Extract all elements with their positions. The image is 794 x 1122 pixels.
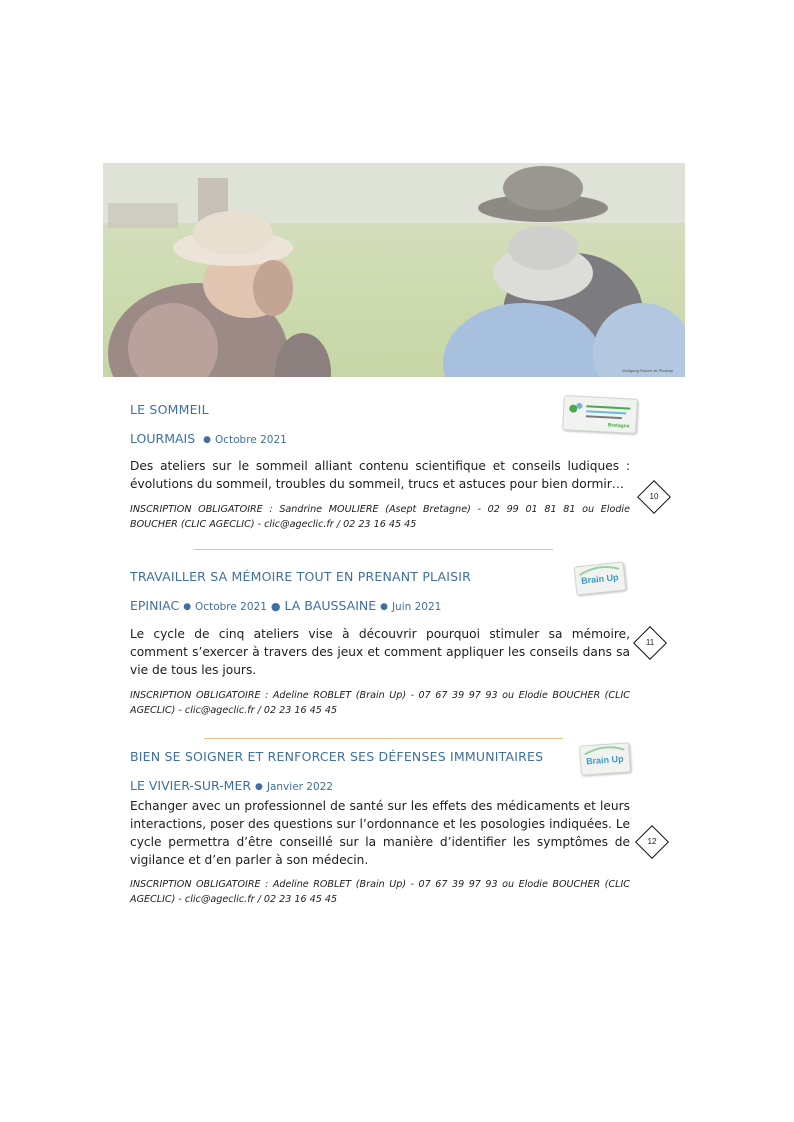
- session-date: Octobre 2021: [195, 601, 267, 613]
- section-divider: [194, 549, 553, 550]
- session-date: Octobre 2021: [214, 434, 287, 446]
- page-number: 11: [645, 638, 655, 647]
- page-number: 10: [649, 492, 659, 501]
- bullet-dot-icon: ●: [255, 782, 263, 792]
- section-soigner: [130, 749, 630, 907]
- section-divider: [204, 738, 563, 739]
- logo-text: Bretagne: [607, 422, 630, 430]
- section-location-line: [130, 431, 630, 446]
- section-description: Le cycle de cinq ateliers vise à découvrir pourquoi stimuler sa mémoire, comment s’exercer à travers des jeux et comment appliquer les conseils dans sa vie de tous les jours.: [130, 627, 630, 677]
- section-description: Echanger avec un professionnel de santé sur les effets des médicaments et leurs interactions, poser des questions sur l’ordonnance et les posologies indiquées. Le cycle permettra d’être conseillé sur la manière d’identifier les symptômes de vigilance et d’en parler à son médecin.: [130, 799, 630, 867]
- section-inscription: INSCRIPTION OBLIGATOIRE : Sandrine MOULIERE (Asept Bretagne) - 02 99 01 81 81 ou Elodie BOUCHER (CLIC AGECLIC) - clic@ageclic.fr / 02 23 16 45 45: [130, 504, 630, 530]
- section-memoire: [130, 569, 630, 718]
- section-description: Des ateliers sur le sommeil alliant contenu scientifique et conseils ludiques : évolutions du sommeil, troubles du sommeil, trucs et astuces pour bien dormir…: [130, 459, 630, 491]
- brain-up-logo: [579, 742, 631, 775]
- section-sommeil: [130, 402, 630, 532]
- header-photo: [103, 163, 685, 377]
- page-number-diamond: [635, 825, 669, 859]
- bullet-dot-icon: ●: [203, 435, 211, 445]
- location-name-2: LA BAUSSAINE: [284, 598, 377, 613]
- page-number-diamond: [637, 480, 671, 514]
- asept-bretagne-logo: [562, 395, 638, 434]
- location-name: LE VIVIER-SUR-MER: [130, 778, 252, 793]
- section-title: LE SOMMEIL: [130, 402, 209, 417]
- photo-credit: Wolfgang Rabert de Pixabay: [622, 368, 673, 373]
- logo-text: Brain Up: [580, 572, 619, 586]
- section-location-line: [130, 778, 630, 793]
- page-number: 12: [647, 837, 657, 846]
- location-name: EPINIAC: [130, 598, 180, 613]
- bullet-dot-icon: ●: [183, 602, 192, 612]
- bullet-dot-icon: ●: [270, 600, 281, 613]
- session-date: Janvier 2022: [266, 781, 334, 793]
- session-date-2: Juin 2021: [391, 601, 442, 613]
- section-title: BIEN SE SOIGNER ET RENFORCER SES DÉFENSES IMMUNITAIRES: [130, 749, 544, 764]
- location-name: LOURMAIS: [130, 431, 196, 446]
- page-number-diamond: [633, 626, 667, 660]
- logo-text: Brain Up: [585, 753, 624, 767]
- section-location-line: [130, 598, 630, 613]
- section-inscription: INSCRIPTION OBLIGATOIRE : Adeline ROBLET (Brain Up) - 07 67 39 97 93 ou Elodie BOUCHER (CLIC AGECLIC) - clic@ageclic.fr / 02 23 16 45 45: [130, 690, 630, 716]
- section-inscription: INSCRIPTION OBLIGATOIRE : Adeline ROBLET (Brain Up) - 07 67 39 97 93 ou Elodie BOUCHER (CLIC AGECLIC) - clic@ageclic.fr / 02 23 16 45 45: [130, 879, 630, 905]
- bullet-dot-icon: ●: [380, 602, 388, 612]
- section-title: TRAVAILLER SA MÉMOIRE TOUT EN PRENANT PLAISIR: [130, 569, 472, 584]
- seniors-photo-illustration: [103, 163, 685, 377]
- brain-up-logo: [574, 561, 627, 595]
